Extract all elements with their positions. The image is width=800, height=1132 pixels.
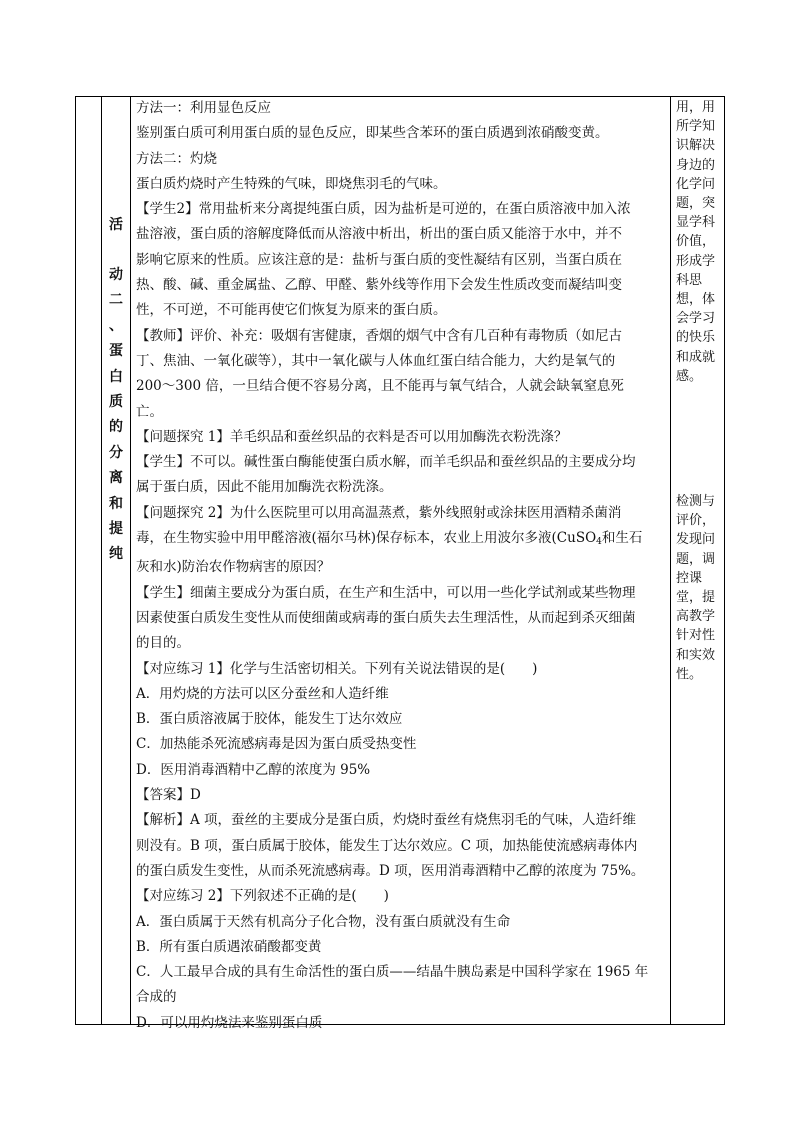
content-line: 【对应练习 1】化学与生活密切相关。下列有关说法错误的是( )	[136, 660, 538, 677]
option-line: 合成的	[136, 989, 177, 1006]
table-col-line-2	[101, 96, 102, 1025]
activity-char: 动	[109, 267, 123, 283]
content-line: 亡。	[136, 403, 163, 420]
content-line-cuso4	[136, 526, 670, 555]
activity-char: 纯	[109, 546, 123, 563]
option-line: C．人工最早合成的具有生命活性的蛋白质——结晶牛胰岛素是中国科学家在 1965 年	[136, 964, 649, 981]
content-line: 的蛋白质发生变性，从而杀死流感病毒。D 项，医用消毒酒精中乙醇的浓度为 75%。	[136, 862, 645, 879]
option-line: C．加热能杀死流感病毒是因为蛋白质受热变性	[136, 736, 417, 753]
option-line: D．可以用灼烧法来鉴别蛋白质	[136, 1014, 323, 1031]
content-line: 200～300 倍，一旦结合便不容易分离，且不能再与氧气结合，人就会缺氧窒息死	[136, 378, 624, 395]
subscript-4: 4	[596, 537, 602, 548]
content-line: 【解析】A 项，蚕丝的主要成分是蛋白质，灼烧时蚕丝有烧焦羽毛的气味，人造纤维	[136, 812, 637, 829]
activity-char: 离	[109, 470, 123, 487]
activity-char: 质	[109, 394, 123, 411]
table-col-line-3	[130, 96, 131, 1025]
content-line: 因素使蛋白质发生变性从而使细菌或病毒的蛋白质失去生理活性，从而起到杀灭细菌	[136, 609, 636, 626]
content-line: 【问题探究 1】羊毛织品和蚕丝织品的衣料是否可以用加酶洗衣粉洗涤？	[136, 428, 568, 445]
activity-label	[104, 213, 128, 238]
option-line: A．用灼烧的方法可以区分蚕丝和人造纤维	[136, 685, 389, 702]
activity-char: 二	[109, 292, 123, 309]
design-intent-note-top: 用，用所学知识解决身边的化学问题，突显学科价值，形成学科思想，体会学习的快乐和成就感。	[676, 100, 716, 384]
content-line: 热、酸、碱、重金属盐、乙醇、甲醛、紫外线等作用下会发生性质改变而凝结叫变	[136, 277, 622, 294]
option-line: D．医用消毒酒精中乙醇的浓度为 95%	[136, 761, 371, 778]
content-line: 【学生】细菌主要成分为蛋白质，在生产和生活中，可以用一些化学试剂或某些物理	[136, 584, 636, 601]
content-line: 【教师】评价、补充：吸烟有害健康，香烟的烟气中含有几百种有毒物质（如尼古	[136, 327, 622, 344]
activity-char: 白	[109, 368, 123, 385]
table-col-line-4	[670, 96, 671, 1025]
content-line: 盐溶液，蛋白质的溶解度降低而从溶液中析出，析出的蛋白质又能溶于水中，并不	[136, 226, 622, 243]
lesson-content	[136, 96, 670, 1036]
content-line: 影响它原来的性质。应该注意的是：盐析与蛋白质的变性凝结有区别，当蛋白质在	[136, 251, 622, 268]
activity-char: 蛋	[109, 343, 123, 360]
activity-char: 和	[109, 495, 123, 512]
activity-char: 活	[109, 217, 123, 233]
option-line: A．蛋白质属于天然有机高分子化合物，没有蛋白质就没有生命	[136, 913, 511, 930]
option-line: B．所有蛋白质遇浓硝酸都变黄	[136, 938, 322, 955]
content-text: 毒，在生物实验中用甲醛溶液(福尔马林)保存标本，农业上用波尔多液(CuSO	[136, 530, 597, 547]
answer-line: 【答案】D	[136, 787, 201, 804]
content-line: 性，不可逆，不可能再使它们恢复为原来的蛋白质。	[136, 302, 447, 319]
activity-char: 分	[109, 444, 123, 461]
content-line: 则没有。B 项，蛋白质属于胶体，能发生丁达尔效应。C 项，加热能使流感病毒体内	[136, 837, 638, 854]
activity-char: 的	[109, 419, 123, 436]
content-line: 方法二：灼烧	[136, 150, 217, 167]
content-line: 的目的。	[136, 635, 190, 652]
activity-char: 、	[109, 317, 123, 334]
content-line: 【对应练习 2】下列叙述不正确的是( )	[136, 888, 389, 905]
content-line: 灰和水)防治农作物病害的原因？	[136, 559, 331, 576]
table-col-line-1	[75, 96, 76, 1025]
content-line: 丁、焦油、一氧化碳等），其中一氧化碳与人体血红蛋白结合能力，大约是氧气的	[136, 352, 616, 369]
table-col-line-5	[724, 96, 725, 1025]
content-line: 方法一：利用显色反应	[136, 100, 271, 116]
content-line: 属于蛋白质，因此不能用加酶洗衣粉洗涤。	[136, 479, 393, 496]
content-line: 蛋白质灼烧时产生特殊的气味，即烧焦羽毛的气味。	[136, 175, 447, 192]
content-line: 【学生2】常用盐析来分离提纯蛋白质，因为盐析是可逆的，在蛋白质溶液中加入浓	[136, 201, 631, 218]
activity-label-rest	[104, 263, 128, 568]
activity-char: 提	[109, 521, 123, 538]
design-intent-note-bottom: 检测与评价，发现问题，调控课堂，提高教学针对性和实效性。	[676, 494, 716, 682]
option-line: B．蛋白质溶液属于胶体，能发生丁达尔效应	[136, 711, 403, 728]
content-line: 鉴别蛋白质可利用蛋白质的显色反应，即某些含苯环的蛋白质遇到浓硝酸变黄。	[136, 125, 609, 142]
content-text: 和生石	[601, 530, 643, 547]
content-line: 【学生】不可以。碱性蛋白酶能使蛋白质水解，而羊毛织品和蚕丝织品的主要成分均	[136, 454, 636, 471]
content-line: 【问题探究 2】为什么医院里可以用高温蒸煮，紫外线照射或涂抹医用酒精杀菌消	[136, 504, 622, 521]
